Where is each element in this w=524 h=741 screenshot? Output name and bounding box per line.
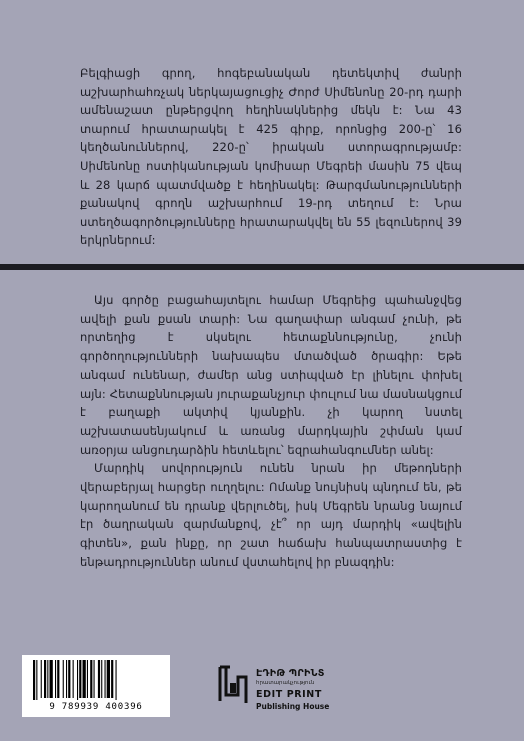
barcode-bar xyxy=(79,660,81,698)
barcode-bar xyxy=(101,660,102,698)
barcode-bar xyxy=(111,660,113,698)
author-bio-paragraph: Բելգիացի գրող, հոգեբանական դետեկտիվ ժանրի աշխարհահռչակ ներկայացուցիչ Ժորժ Սիմենոնը 20-րդ դարի ամենաշատ ընթերցվող հեղինակներից մեկն է: Նա 43 տարում հրատարակել է 425 գիրք, որոնցից 200-ը՝ 16 կեղծանուններով, 220-ը՝ իրական ստորագրությամբ: Սիմենոնը ոստիկանության կոմիսար Մեգրեի մասին 75 վեպ և 28 կարճ պատմվածք է հեղինակել: Թարգմանությունների քանակով գրողն աշխարհում 19-րդ տեղում է: Նրա ստեղծագործությունները հրատարակվել են 55 լեզուներով 39 երկրներում: xyxy=(80,66,462,248)
barcode-bar xyxy=(107,660,110,698)
barcode-bar xyxy=(41,660,42,698)
barcode-bar xyxy=(90,660,92,698)
synopsis-paragraph-1: Այս գործը բացահայտելու համար Մեգրեից պահանջվեց ավելի քան քսան տարի: Նա գաղափար անգամ չունի, թե որտեղից է սկսելու հետաքննությունը, չունի գործողությունների նախապես մտածված ծրագիր: Եթե անգամ ունենար, ժամեր անց ստիպված էր լինելու փոխել այն: Հետաքննության յուրաքանչյուր փուլում նա մասնակցում է բաղաքի ակտիվ կյանքին. չի կարող նստել աշխատասենյակում և առանց մարդկային շփման կամ առօրյա անցուդարձին հետևելու՝ եզրահանգումներ անել: xyxy=(80,293,462,457)
publisher-name: EDIT PRINT xyxy=(256,689,322,700)
barcode-number: 9 789939 400396 xyxy=(49,702,143,712)
barcode-bar xyxy=(105,660,106,698)
publisher-subtitle: Publishing House xyxy=(256,702,330,711)
book-synopsis xyxy=(80,291,462,572)
isbn-barcode xyxy=(22,655,170,717)
barcode-bar xyxy=(77,660,78,700)
barcode-bar xyxy=(116,660,117,700)
barcode-bar xyxy=(33,660,35,700)
synopsis-paragraph-2: Մարդիկ սովորություն ունեն նրան իր մեթոդների վերաբերյալ հարցեր ուղղելու: Ոմանք նույնիսկ պնդում են, թե կարողանում են դրանք վերլուծել, իսկ Մեգրեն նրանց նայում էր ծաղրական զարմանքով, չէ՞ որ այդ մարդիկ «ավելին գիտեն», քան ինքը, որ շատ հաճախ հանպատրաստից է ենթադրություններ անում վստահելով իր բնազդին: xyxy=(80,461,462,569)
barcode-bars xyxy=(31,660,161,700)
barcode-bar xyxy=(36,660,37,700)
barcode-bar xyxy=(55,660,56,698)
barcode-bar xyxy=(63,660,64,698)
publisher-logo-icon xyxy=(216,665,250,705)
barcode-bar xyxy=(68,660,70,698)
publisher-name-armenian: ԷԴԻԹ ՊՐԻՆՏ xyxy=(256,668,325,679)
section-divider xyxy=(0,264,524,270)
barcode-bar xyxy=(44,660,46,698)
barcode-bar xyxy=(66,660,67,698)
barcode-bar xyxy=(98,660,100,698)
barcode-bar xyxy=(83,660,86,698)
barcode-bar xyxy=(94,660,95,698)
publisher-subtitle-armenian: հրատարակչություն xyxy=(256,680,315,686)
barcode-bar xyxy=(57,660,59,698)
barcode-bar xyxy=(50,660,53,698)
barcode-bar xyxy=(87,660,88,698)
barcode-bar xyxy=(73,660,74,698)
barcode-bar xyxy=(47,660,48,698)
